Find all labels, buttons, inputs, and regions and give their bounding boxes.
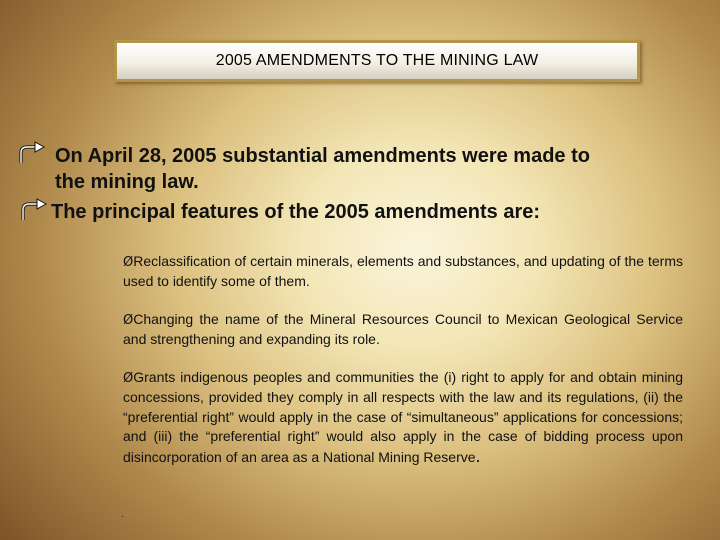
- curved-arrow-icon: [20, 198, 48, 222]
- bullet-text: Grants indigenous peoples and communities the (i) right to apply for and obtain mining concessions, provided they comply in all respects with the law and its regulations, (ii) the “preferential right” would apply in the case of “simultaneous” applications for concessions; and (iii) the “preferential right” would also apply in the case of bidding process upon disincorporation of an area as a National Mining Reserve: [123, 369, 683, 465]
- title-box: [114, 40, 640, 82]
- main-line-1: On April 28, 2005 substantial amendments were made to: [55, 145, 590, 167]
- bullet-icon: Ø: [123, 313, 134, 328]
- bullet-icon: Ø: [123, 371, 134, 386]
- slide-title: 2005 AMENDMENTS TO THE MINING LAW: [215, 52, 539, 69]
- main-line-2: the mining law.: [55, 171, 199, 193]
- main-line-3: The principal features of the 2005 amendments are:: [51, 201, 541, 223]
- bullet-text: Reclassification of certain minerals, elements and substances, and updating of the terms used to identify some of them.: [123, 253, 683, 290]
- curved-arrow-icon: [18, 141, 46, 165]
- bullet-item-1: [123, 252, 683, 292]
- footer-dot: .: [121, 509, 124, 520]
- bullet-item-2: [123, 310, 683, 350]
- bullet-item-3: [123, 368, 683, 467]
- bullet-text: Changing the name of the Mineral Resources Council to Mexican Geological Service and strengthening and expanding its role.: [123, 311, 683, 348]
- bullet-icon: Ø: [123, 255, 134, 270]
- bullet-end-period: .: [475, 445, 481, 466]
